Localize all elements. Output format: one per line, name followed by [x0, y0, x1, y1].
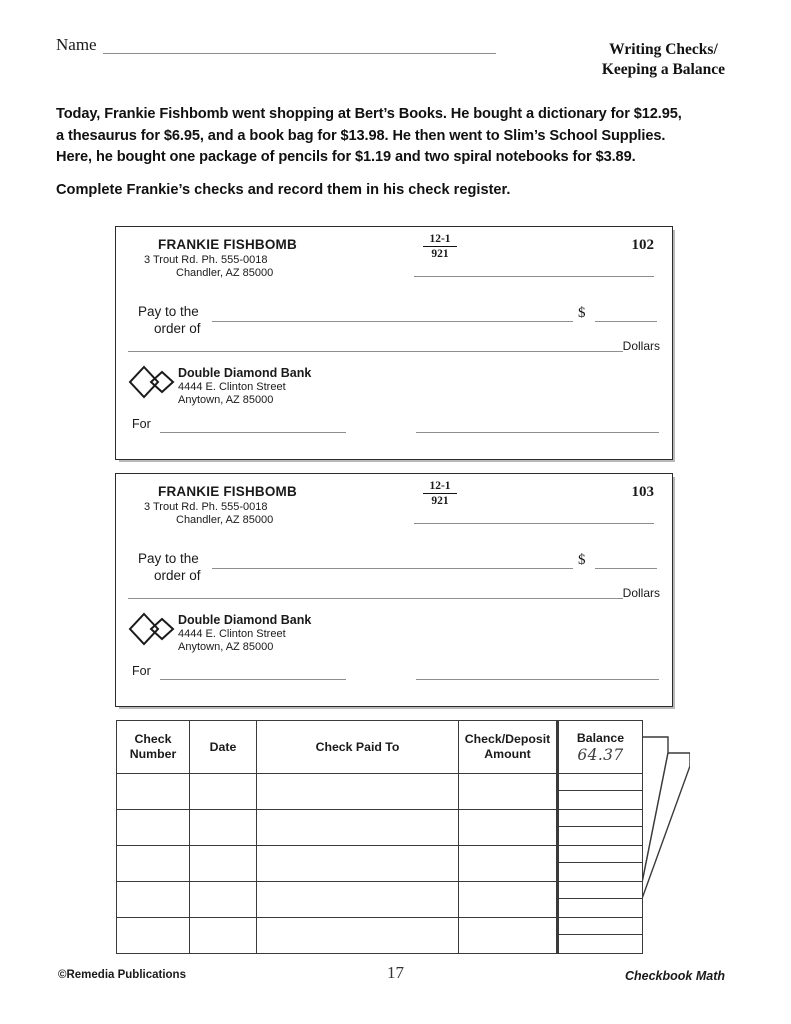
dollar-sign-symbol: $: [578, 305, 586, 321]
register-header-row: [117, 721, 643, 774]
bank-name: Double Diamond Bank: [178, 366, 312, 380]
check-102: [115, 226, 673, 460]
signature-write-in-line[interactable]: [416, 679, 659, 680]
cell-check-paid-to[interactable]: [257, 810, 459, 846]
payee-write-in-line[interactable]: [212, 568, 573, 569]
routing-fraction-denominator: 921: [431, 495, 449, 507]
memo-write-in-line[interactable]: [160, 679, 346, 680]
copyright-notice: ©Remedia Publications: [58, 969, 186, 981]
col-header-check-number-line-2: Number: [129, 747, 177, 761]
cell-balance-lower[interactable]: [559, 935, 642, 952]
cell-balance-lower[interactable]: [559, 899, 642, 916]
cell-check-number[interactable]: [117, 774, 190, 810]
instruction-text: Complete Frankie’s checks and record them in his check register.: [56, 182, 511, 198]
cell-check-number[interactable]: [117, 882, 190, 918]
name-write-in-line[interactable]: [103, 39, 496, 54]
pay-to-line-2: order of: [154, 321, 201, 336]
pay-to-line-1: Pay to the: [138, 304, 199, 319]
bank-address-line-1: 4444 E. Clinton Street: [178, 381, 286, 393]
cell-date[interactable]: [190, 882, 257, 918]
name-label: Name: [56, 35, 97, 54]
cell-check-number[interactable]: [117, 846, 190, 882]
payer-address-line-2: Chandler, AZ 85000: [176, 514, 274, 526]
cell-balance-upper[interactable]: [559, 918, 642, 935]
col-header-balance: [558, 721, 643, 774]
bank-name: Double Diamond Bank: [178, 613, 312, 627]
double-diamond-logo-icon: [128, 365, 176, 401]
cell-balance-upper[interactable]: [559, 774, 642, 791]
bank-info-block: [178, 366, 311, 406]
routing-fraction: [423, 480, 457, 508]
col-header-amount-line-1: Check/Deposit: [464, 732, 551, 746]
table-row: [117, 918, 643, 954]
table-row: [117, 882, 643, 918]
register-body: [117, 774, 643, 954]
memo-write-in-line[interactable]: [160, 432, 346, 433]
payer-address-line-2: Chandler, AZ 85000: [176, 267, 274, 279]
col-header-amount-line-2: Amount: [484, 747, 531, 761]
col-header-amount: [459, 721, 558, 774]
dollars-label: Dollars: [622, 586, 660, 600]
col-header-check-paid-to: Check Paid To: [257, 721, 459, 774]
cell-balance[interactable]: [558, 846, 643, 882]
worksheet-title-line-1: Writing Checks/: [609, 41, 718, 58]
payer-address-line-1: 3 Trout Rd. Ph. 555-0018: [144, 254, 268, 266]
worksheet-title: [602, 40, 725, 80]
intro-line-1: Today, Frankie Fishbomb went shopping at Bert’s Books. He bought a dictionary for $12.95,: [56, 106, 682, 122]
payer-address-line-1: 3 Trout Rd. Ph. 555-0018: [144, 501, 268, 513]
for-label: For: [132, 417, 151, 431]
pay-to-line-2: order of: [154, 568, 201, 583]
cell-check-number[interactable]: [117, 810, 190, 846]
cell-check-paid-to[interactable]: [257, 846, 459, 882]
cell-balance-lower[interactable]: [559, 827, 642, 844]
bank-address-line-2: Anytown, AZ 85000: [178, 394, 274, 406]
pay-to-line-1: Pay to the: [138, 551, 199, 566]
cell-balance-upper[interactable]: [559, 810, 642, 827]
intro-line-3: Here, he bought one package of pencils for $1.19 and two spiral notebooks for $3.89.: [56, 149, 636, 165]
cell-balance[interactable]: [558, 810, 643, 846]
pay-to-the-order-of-label: [138, 550, 201, 584]
name-field-row: [56, 36, 496, 54]
bank-address-line-2: Anytown, AZ 85000: [178, 641, 274, 653]
check-number: 102: [631, 237, 654, 253]
cell-amount[interactable]: [459, 810, 558, 846]
bank-info-block: [178, 613, 311, 653]
amount-write-in-line[interactable]: [595, 568, 657, 569]
book-title: Checkbook Math: [624, 969, 725, 983]
cell-date[interactable]: [190, 918, 257, 954]
amount-write-in-line[interactable]: [595, 321, 657, 322]
written-amount-write-in-line[interactable]: [128, 351, 623, 352]
intro-line-2: a thesaurus for $6.95, and a book bag for $13.98. He then went to Slim’s School Supplies.: [56, 127, 666, 144]
col-header-check-number-line-1: Check: [134, 732, 172, 746]
col-header-date: Date: [190, 721, 257, 774]
check-register: [116, 720, 690, 925]
check-103: [115, 473, 673, 707]
cell-check-paid-to[interactable]: [257, 882, 459, 918]
payer-name: FRANKIE FISHBOMB: [158, 237, 297, 252]
cell-balance-upper[interactable]: [559, 846, 642, 863]
cell-amount[interactable]: [459, 918, 558, 954]
for-label: For: [132, 664, 151, 678]
routing-fraction-numerator: 12-1: [423, 480, 457, 494]
payer-name: FRANKIE FISHBOMB: [158, 484, 297, 499]
check-payer-block: [140, 237, 430, 279]
worksheet-title-line-2: Keeping a Balance: [601, 61, 725, 78]
cell-amount[interactable]: [459, 846, 558, 882]
cell-date[interactable]: [190, 810, 257, 846]
page-number: 17: [387, 963, 404, 982]
register-table: [116, 720, 643, 954]
cell-balance[interactable]: [558, 918, 643, 954]
col-header-check-number: [117, 721, 190, 774]
payee-write-in-line[interactable]: [212, 321, 573, 322]
dollar-sign-symbol: $: [578, 552, 586, 568]
date-write-in-line[interactable]: [414, 523, 654, 524]
cell-amount[interactable]: [459, 774, 558, 810]
date-write-in-line[interactable]: [414, 276, 654, 277]
check-number: 103: [631, 484, 654, 500]
table-row: [117, 810, 643, 846]
cell-balance-lower[interactable]: [559, 863, 642, 880]
written-amount-write-in-line[interactable]: [128, 598, 623, 599]
starting-balance-value: 64.37: [577, 746, 624, 764]
cell-balance-upper[interactable]: [559, 882, 642, 899]
cell-date[interactable]: [190, 846, 257, 882]
double-diamond-logo-icon: [128, 612, 176, 648]
cell-check-paid-to[interactable]: [257, 918, 459, 954]
cell-balance[interactable]: [558, 882, 643, 918]
cell-date[interactable]: [190, 774, 257, 810]
cell-balance[interactable]: [558, 774, 643, 810]
cell-check-paid-to[interactable]: [257, 774, 459, 810]
check-payer-block: [140, 484, 430, 526]
pay-to-the-order-of-label: [138, 303, 201, 337]
routing-fraction: [423, 233, 457, 261]
cell-check-number[interactable]: [117, 918, 190, 954]
table-row: [117, 846, 643, 882]
table-row: [117, 774, 643, 810]
signature-write-in-line[interactable]: [416, 432, 659, 433]
col-header-balance-label: Balance: [576, 731, 625, 745]
dollars-label: Dollars: [622, 339, 660, 353]
routing-fraction-denominator: 921: [431, 248, 449, 260]
routing-fraction-numerator: 12-1: [423, 233, 457, 247]
bank-address-line-1: 4444 E. Clinton Street: [178, 628, 286, 640]
intro-paragraph: [56, 104, 746, 169]
cell-balance-lower[interactable]: [559, 791, 642, 808]
cell-amount[interactable]: [459, 882, 558, 918]
